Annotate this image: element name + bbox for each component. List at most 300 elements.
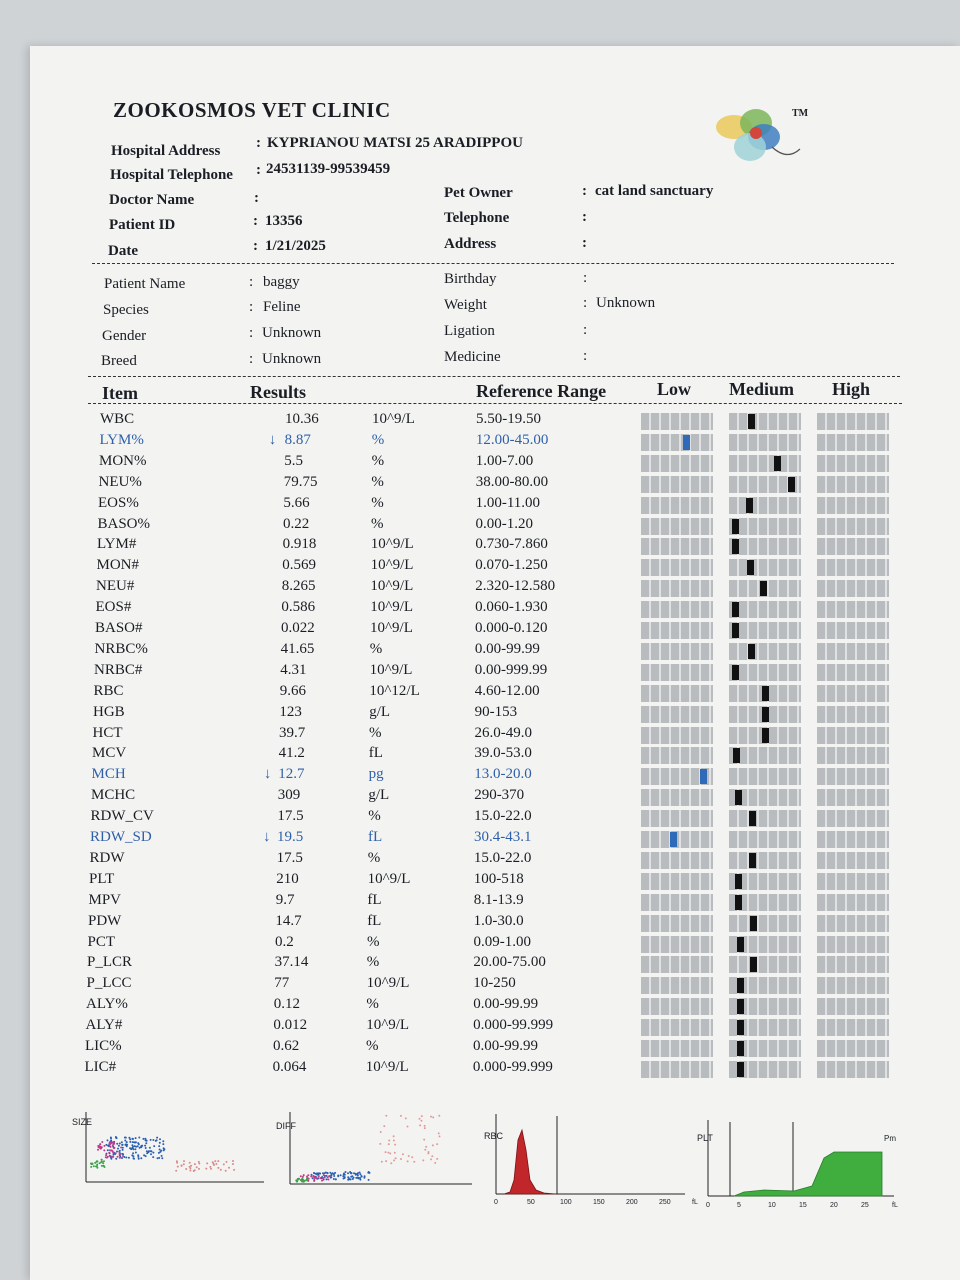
axis-tick-label: 10 <box>768 1202 776 1209</box>
scatter-point <box>233 1169 235 1171</box>
result-reference-range: 1.00-11.00 <box>475 494 541 511</box>
scatter-point <box>232 1163 234 1165</box>
col-header-reference: Reference Range <box>476 381 607 401</box>
scatter-point <box>405 1117 407 1119</box>
scatter-point <box>327 1172 329 1174</box>
level-marker <box>735 790 742 805</box>
result-reference-range: 12.00-45.00 <box>475 431 549 448</box>
result-unit: % <box>366 996 379 1013</box>
level-bar-low <box>641 643 713 660</box>
scatter-point <box>90 1166 92 1168</box>
scatter-point <box>350 1178 352 1180</box>
result-item-name: WBC <box>100 411 135 427</box>
level-bar-high <box>817 538 889 555</box>
level-bar-high <box>817 810 889 827</box>
scatter-point <box>112 1152 114 1154</box>
level-marker <box>762 728 769 743</box>
level-marker <box>749 853 756 868</box>
result-value: 19.5 <box>277 829 304 845</box>
size-scatter-graph <box>66 1110 266 1215</box>
table-row <box>0 871 930 891</box>
result-item-name: MON% <box>99 452 147 469</box>
medicine-label: Medicine <box>444 349 501 365</box>
result-unit: % <box>366 1038 379 1054</box>
scatter-point <box>319 1173 321 1175</box>
level-bar-high <box>817 873 889 890</box>
scatter-point <box>144 1145 146 1147</box>
scatter-point <box>425 1146 427 1148</box>
scatter-point <box>140 1157 142 1159</box>
weight-value: Unknown <box>596 295 656 311</box>
scatter-point <box>368 1179 370 1181</box>
scatter-point <box>359 1179 361 1181</box>
level-marker <box>732 539 739 554</box>
result-item-name: EOS# <box>95 599 132 616</box>
scatter-point <box>312 1175 314 1177</box>
table-row <box>0 745 930 765</box>
level-bar-low <box>641 664 713 681</box>
result-reference-range: 15.0-22.0 <box>474 808 532 825</box>
scatter-point <box>131 1144 133 1146</box>
result-reference-range: 0.00-1.20 <box>475 515 533 532</box>
level-bar-high <box>817 1019 889 1036</box>
telephone-colon: : <box>582 209 587 225</box>
level-bar-medium <box>729 518 801 535</box>
scatter-point <box>119 1153 121 1155</box>
scatter-point <box>212 1161 214 1163</box>
level-bar-medium <box>729 977 801 994</box>
scatter-point <box>116 1143 118 1145</box>
result-item-name: NEU% <box>98 473 142 490</box>
level-bar-medium <box>729 956 801 973</box>
result-unit: 10^9/L <box>370 536 414 553</box>
scatter-point <box>198 1163 200 1165</box>
level-bar-low <box>641 476 713 493</box>
result-value: 17.5 <box>276 849 303 866</box>
level-marker <box>737 1062 744 1077</box>
hospital-address-label: Hospital Address <box>111 143 221 159</box>
axis-tick-label: fL <box>892 1202 898 1209</box>
result-value: 8.265 <box>281 578 316 595</box>
level-bar-medium <box>729 915 801 932</box>
level-bar-high <box>817 706 889 723</box>
scatter-point <box>328 1179 330 1181</box>
result-value: 0.586 <box>281 599 316 616</box>
scatter-point <box>102 1162 104 1164</box>
scatter-point <box>327 1176 329 1178</box>
result-unit: pg <box>368 766 384 783</box>
scatter-point <box>126 1145 128 1147</box>
scatter-point <box>183 1163 185 1165</box>
result-value: 0.022 <box>281 620 315 636</box>
scatter-point <box>301 1180 303 1182</box>
scatter-point <box>205 1168 207 1170</box>
level-marker <box>737 1041 744 1056</box>
result-unit: % <box>366 954 380 971</box>
result-unit: % <box>371 452 385 469</box>
level-bar-low <box>641 413 713 430</box>
table-row <box>0 1038 930 1058</box>
result-value: 77 <box>274 975 290 992</box>
level-marker <box>732 623 739 638</box>
level-marker <box>762 686 769 701</box>
result-item-name: EOS% <box>98 494 139 511</box>
level-marker <box>750 957 757 972</box>
result-item-name: MCV <box>92 745 127 762</box>
scatter-point <box>132 1148 134 1150</box>
scatter-point <box>128 1137 130 1139</box>
scatter-point <box>134 1148 136 1150</box>
level-marker <box>748 414 755 429</box>
size-axis-label: SIZE <box>72 1117 93 1127</box>
result-reference-range: 20.00-75.00 <box>473 954 546 971</box>
scatter-point <box>328 1175 330 1177</box>
scatter-point <box>157 1157 159 1159</box>
level-bar-low <box>641 580 713 597</box>
scatter-point <box>100 1148 102 1150</box>
axis-tick-label: 15 <box>799 1202 807 1209</box>
scatter-point <box>335 1178 337 1180</box>
level-bar-low <box>641 894 713 911</box>
table-row <box>0 766 930 786</box>
table-row <box>0 704 930 724</box>
level-bar-low <box>641 518 713 535</box>
col-header-medium: Medium <box>729 379 794 399</box>
level-bar-medium <box>729 497 801 514</box>
scatter-point <box>422 1159 424 1161</box>
result-value: 41.2 <box>278 745 305 762</box>
scatter-point <box>347 1172 349 1174</box>
axis-tick-label: 25 <box>861 1202 869 1209</box>
scatter-point <box>380 1131 382 1133</box>
result-value: 0.22 <box>283 515 310 532</box>
scatter-point <box>383 1125 385 1127</box>
scatter-point <box>153 1145 155 1147</box>
patient-name-label: Patient Name <box>104 276 186 292</box>
table-row <box>0 787 930 807</box>
scatter-point <box>388 1140 390 1142</box>
scatter-point <box>90 1163 92 1165</box>
level-bar-medium <box>729 1019 801 1036</box>
scatter-point <box>400 1115 402 1117</box>
table-row <box>0 536 930 556</box>
pet-owner-label: Pet Owner <box>444 185 513 201</box>
scatter-point <box>223 1163 225 1165</box>
scatter-point <box>111 1156 113 1158</box>
scatter-point <box>177 1166 179 1168</box>
result-unit: % <box>371 515 384 532</box>
scatter-point <box>103 1160 105 1162</box>
result-value: 37.14 <box>274 954 309 971</box>
scatter-point <box>381 1161 383 1163</box>
result-reference-range: 0.000-99.999 <box>472 1058 553 1075</box>
scatter-point <box>217 1167 219 1169</box>
table-row <box>0 662 930 682</box>
result-item-name: BASO# <box>95 620 143 636</box>
result-item-name: RDW_SD <box>90 829 152 845</box>
scatter-point <box>129 1147 131 1149</box>
scatter-point <box>300 1175 302 1177</box>
scatter-point <box>337 1175 339 1177</box>
level-bar-high <box>817 580 889 597</box>
scatter-point <box>175 1170 177 1172</box>
level-bar-low <box>641 873 713 890</box>
level-bar-medium <box>729 810 801 827</box>
weight-label: Weight <box>444 297 487 313</box>
level-marker <box>749 811 756 826</box>
level-bar-medium <box>729 747 801 764</box>
result-value: 0.064 <box>272 1058 307 1075</box>
scatter-point <box>232 1160 234 1162</box>
scatter-point <box>424 1149 426 1151</box>
trademark-mark: TM <box>792 108 809 119</box>
level-bar-medium <box>729 894 801 911</box>
level-marker <box>733 748 740 763</box>
result-value: 39.7 <box>279 724 306 741</box>
table-row <box>0 411 930 431</box>
level-bar-low <box>641 852 713 869</box>
scatter-point <box>149 1147 151 1149</box>
level-bar-high <box>817 831 889 848</box>
scatter-point <box>121 1153 123 1155</box>
scatter-point <box>351 1172 353 1174</box>
level-bar-low <box>641 706 713 723</box>
scatter-point <box>393 1135 395 1137</box>
result-item-name: ALY% <box>86 996 128 1013</box>
result-reference-range: 0.09-1.00 <box>473 933 531 950</box>
scatter-point <box>129 1141 131 1143</box>
scatter-point <box>181 1165 183 1167</box>
col-header-results: Results <box>250 382 307 402</box>
scatter-point <box>329 1172 331 1174</box>
level-bar-high <box>817 413 889 430</box>
scatter-point <box>322 1177 324 1179</box>
scatter-point <box>152 1156 154 1158</box>
ligation-label: Ligation <box>444 323 495 339</box>
scatter-point <box>301 1178 303 1180</box>
table-row <box>0 557 930 577</box>
result-reference-range: 0.000-0.120 <box>475 620 548 636</box>
table-row <box>0 599 930 619</box>
scatter-point <box>359 1172 361 1174</box>
result-item-name: NRBC% <box>94 640 148 657</box>
level-bar-medium <box>729 768 801 785</box>
axis-tick-label: 150 <box>593 1199 605 1206</box>
table-row <box>0 495 930 515</box>
scatter-point <box>118 1151 120 1153</box>
result-unit: 10^9/L <box>366 975 410 992</box>
result-unit: 10^9/L <box>370 599 414 616</box>
result-reference-range: 0.00-999.99 <box>474 661 548 678</box>
result-item-name: MCH <box>91 766 126 783</box>
patient-id-value: 13356 <box>265 213 303 229</box>
result-item-name: MPV <box>88 891 122 908</box>
result-reference-range: 0.070-1.250 <box>475 557 548 574</box>
level-bar-low <box>641 768 713 785</box>
level-bar-low <box>641 497 713 514</box>
scatter-point <box>206 1162 208 1164</box>
scatter-point <box>101 1159 103 1161</box>
patient-name-value: baggy <box>263 274 300 290</box>
result-value: 9.7 <box>275 891 295 908</box>
table-row <box>0 683 930 703</box>
level-marker <box>732 665 739 680</box>
level-bar-medium <box>729 685 801 702</box>
scatter-point <box>128 1157 130 1159</box>
scatter-point <box>389 1153 391 1155</box>
birthday-label: Birthday <box>444 271 497 287</box>
scatter-point <box>132 1155 134 1157</box>
result-reference-range: 0.000-99.999 <box>473 1017 554 1034</box>
result-item-name: LYM% <box>99 431 144 448</box>
scatter-point <box>129 1138 131 1140</box>
table-row <box>0 996 930 1016</box>
scatter-point <box>150 1150 152 1152</box>
scatter-point <box>333 1178 335 1180</box>
level-marker <box>774 456 781 471</box>
result-reference-range: 26.0-49.0 <box>474 724 532 741</box>
scatter-point <box>108 1152 110 1154</box>
scatter-point <box>160 1150 162 1152</box>
scatter-point <box>303 1181 305 1183</box>
scatter-point <box>367 1172 369 1174</box>
weight-colon: : <box>583 295 588 311</box>
scatter-point <box>113 1147 115 1149</box>
scatter-point <box>411 1156 413 1158</box>
level-bar-high <box>817 936 889 953</box>
level-marker <box>750 916 757 931</box>
table-row <box>0 975 930 995</box>
scatter-point <box>115 1158 117 1160</box>
scatter-point <box>324 1177 326 1179</box>
scatter-point <box>152 1152 154 1154</box>
table-row <box>0 850 930 870</box>
table-header-divider <box>88 403 902 404</box>
scatter-point <box>103 1149 105 1151</box>
scatter-point <box>402 1153 404 1155</box>
result-unit: fL <box>367 891 382 908</box>
scatter-point <box>431 1155 433 1157</box>
scatter-point <box>436 1143 438 1145</box>
level-bar-high <box>817 1061 889 1078</box>
scatter-point <box>302 1176 304 1178</box>
scatter-point <box>432 1116 434 1118</box>
level-marker <box>747 560 754 575</box>
result-value: 123 <box>279 703 302 720</box>
hospital-telephone-label: Hospital Telephone <box>110 167 233 183</box>
level-marker <box>732 602 739 617</box>
scatter-point <box>131 1138 133 1140</box>
breed-value: Unknown <box>262 351 322 367</box>
result-item-name: PLT <box>89 870 115 887</box>
scatter-point <box>119 1143 121 1145</box>
result-unit: % <box>369 640 383 657</box>
level-bar-medium <box>729 413 801 430</box>
level-bar-high <box>817 497 889 514</box>
level-marker <box>737 937 744 952</box>
patient-divider <box>88 376 900 377</box>
scatter-point <box>143 1154 145 1156</box>
level-bar-medium <box>729 538 801 555</box>
result-item-name: NEU# <box>96 578 135 595</box>
plt-axis-label: PLT <box>697 1133 713 1143</box>
scatter-point <box>158 1145 160 1147</box>
plt-unit-label: Pm <box>884 1134 896 1143</box>
level-bar-high <box>817 622 889 639</box>
scatter-point <box>355 1177 357 1179</box>
scatter-point <box>430 1116 432 1118</box>
scatter-point <box>125 1143 127 1145</box>
table-row <box>0 474 930 494</box>
gender-colon: : <box>249 325 254 341</box>
axis-tick-label: 250 <box>659 1199 671 1206</box>
scatter-point <box>107 1139 109 1141</box>
scatter-point <box>116 1151 118 1153</box>
table-row <box>0 432 930 452</box>
level-marker <box>760 581 767 596</box>
scatter-point <box>124 1140 126 1142</box>
scatter-point <box>420 1120 422 1122</box>
scatter-point <box>315 1177 317 1179</box>
result-reference-range: 2.320-12.580 <box>475 578 556 595</box>
axis-tick-label: 200 <box>626 1199 638 1206</box>
scatter-point <box>357 1174 359 1176</box>
scatter-point <box>155 1140 157 1142</box>
scatter-point <box>138 1158 140 1160</box>
scatter-point <box>110 1146 112 1148</box>
result-value: 17.5 <box>277 808 304 825</box>
level-bar-medium <box>729 434 801 451</box>
result-reference-range: 15.0-22.0 <box>473 849 532 866</box>
birthday-colon: : <box>583 270 588 286</box>
scatter-point <box>96 1167 98 1169</box>
level-bar-medium <box>729 831 801 848</box>
scatter-point <box>407 1126 409 1128</box>
scatter-point <box>359 1173 361 1175</box>
scatter-point <box>107 1145 109 1147</box>
scatter-point <box>110 1138 112 1140</box>
date-label: Date <box>108 243 138 259</box>
result-item-name: PCT <box>87 933 116 950</box>
scatter-point <box>161 1157 163 1159</box>
result-unit: g/L <box>369 703 391 720</box>
telephone-label: Telephone <box>444 210 510 226</box>
result-value: 0.569 <box>282 557 316 574</box>
level-marker <box>737 999 744 1014</box>
level-bar-medium <box>729 664 801 681</box>
scatter-point <box>120 1147 122 1149</box>
scatter-point <box>430 1158 432 1160</box>
scatter-point <box>101 1141 103 1143</box>
scatter-point <box>343 1173 345 1175</box>
scatter-point <box>419 1124 421 1126</box>
scatter-point <box>217 1160 219 1162</box>
level-bar-high <box>817 664 889 681</box>
scatter-point <box>198 1168 200 1170</box>
level-bar-medium <box>729 789 801 806</box>
scatter-point <box>162 1143 164 1145</box>
scatter-point <box>158 1157 160 1159</box>
scatter-point <box>97 1149 99 1151</box>
result-reference-range: 38.00-80.00 <box>475 473 549 490</box>
address-colon: : <box>582 235 587 251</box>
scatter-point <box>394 1144 396 1146</box>
scatter-point <box>100 1161 102 1163</box>
scatter-point <box>385 1160 387 1162</box>
species-value: Feline <box>263 299 301 315</box>
scatter-point <box>438 1115 440 1117</box>
result-unit: % <box>367 849 381 866</box>
